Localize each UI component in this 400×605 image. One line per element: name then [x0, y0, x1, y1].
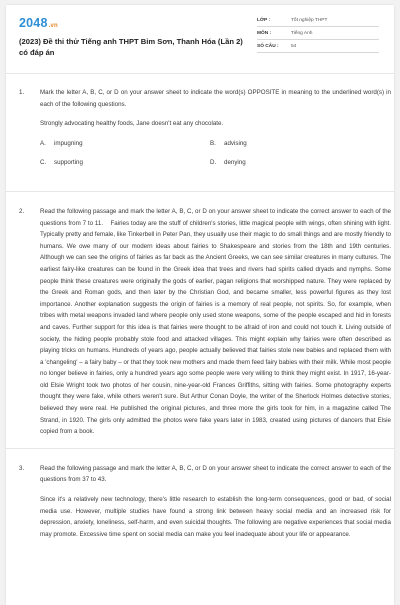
exam-info-table: [257, 14, 379, 53]
question-stem: Read the following passage and mark the letter A, B, C, or D on your answer sheet to indicate the correct answer to each of the questions from 37 to 43.: [40, 464, 391, 484]
option-text: impugning: [54, 139, 83, 147]
info-label: SỐ CÂU :: [257, 43, 279, 49]
option-text: advising: [224, 139, 247, 147]
info-label: MÔN :: [257, 30, 272, 36]
option-b[interactable]: [210, 138, 360, 150]
question-sentence: Strongly advocating healthy foods, Jane doesn't eat any chocolate.: [40, 120, 224, 128]
info-row-question-count: [257, 40, 379, 53]
question-number: 2.: [19, 207, 25, 215]
option-letter: D.: [210, 159, 217, 167]
question-stem: Mark the letter A, B, C, or D on your answer sheet to indicate the word(s) OPPOSITE in meaning to the underlined word(s) in each of the following questions.: [40, 89, 391, 108]
option-c[interactable]: [40, 157, 210, 169]
option-letter: A.: [40, 139, 46, 147]
answer-options: [40, 138, 391, 169]
info-row-subject: [257, 27, 379, 40]
question-number: 1.: [19, 89, 25, 96]
logo-extension: .vn: [48, 23, 58, 29]
info-value: 54: [291, 43, 297, 49]
document-header: [6, 5, 394, 65]
option-letter: B.: [210, 139, 216, 147]
question-2: [19, 206, 391, 438]
question-3: [19, 463, 391, 541]
info-row-class: [257, 14, 379, 27]
site-logo[interactable]: [19, 16, 58, 30]
option-d[interactable]: [210, 157, 360, 169]
logo-text: 2048: [19, 16, 48, 30]
option-text: supporting: [54, 159, 83, 167]
option-letter: C.: [40, 159, 47, 167]
question-stem-text: Read the following passage and mark the letter A, B, C, or D on your answer sheet to indicate the correct answer to each of the questions from 7 to 11.: [40, 207, 391, 227]
info-value: Tiếng Anh: [291, 30, 313, 36]
question-number: 3.: [19, 464, 25, 472]
question-1: [19, 87, 391, 181]
question-list: [19, 87, 391, 548]
header-divider: [6, 73, 394, 74]
reading-passage: Fairies today are the stuff of children's stories, little magical people with wings, often shining with light. Typically pretty and female, like Tinkerbell in Peter Pan, they usually use their magic to do small things and are mostly friendly to humans. We owe many of our modern ideas about fairies to Shakespeare and stories from the 18th and 19th centuries. Although we can see the origins of fairies as far back as the Ancient Greeks, we can see similar creatures in many cultures. The earliest fairy-like creatures can be found in the Greek idea that trees and rivers had spirits called dryads and nymphs. Some people think these creatures were originally the gods of earlier, pagan religions that worshipped nature. They were replaced by the Greek and Roman gods, and then later by the Christian God, and became smaller, less powerful figures as they lost importance. Another explanation suggests the origin of fairies is a memory of real people, not spirits. So, for example, when tribes with metal weapons invaded land where people only used stone weapons, some of the people escaped and hid in forests and caves. Further support for this idea is that fairies were thought to be afraid of iron and could not touch it. Living outside of society, the hiding people probably stole food and attacked villages. This might explain why fairies were often described as playing tricks on humans. Hundreds of years ago, people actually believed that fairies stole new babies and replaced them with a 'changeling' – a fairy baby – or that they took new mothers and made them feed fairy babies with their milk. While most people no longer believe in fairies, only a hundred years ago some people were very willing to think they might exist. In 1917, 16-year-old Elsie Wright took two photos of her cousin, nine-year-old Frances Griffiths, sitting with fairies. Some photography experts thought they were fake, while others weren't sure. But Arthur Conan Doyle, the writer of the Sherlock Holmes detective stories, believed they were real. He published the original pictures, and three more the girls took for him, in a magazine called The Strand, in 1920. The girls only admitted the photos were fake years later in 1983, created using pictures of dancers that Elsie copied from a book.: [40, 219, 391, 436]
question-divider: [6, 448, 394, 449]
info-value: Tốt nghiệp THPT: [291, 17, 328, 23]
option-text: denying: [224, 159, 246, 167]
reading-passage: Since it's a relatively new technology, there's little research to establish the long-term consequences, good or bad, of social media use. However, multiple studies have found a strong link between heavy social media and an increased risk for depression, anxiety, loneliness, self-harm, and even suicidal thoughts. The following are negative experiences that social media may promote. Excessive time spent on social media can make you feel inadequate about your life or appearance.: [40, 496, 391, 538]
info-label: LỚP :: [257, 17, 271, 23]
option-a[interactable]: [40, 138, 210, 150]
page-title: (2023) Đề thi thử Tiếng anh THPT Bỉm Sơn, Thanh Hóa (Lần 2) có đáp án: [19, 37, 243, 57]
question-divider: [6, 191, 394, 192]
question-stem: [40, 206, 391, 438]
document-page: [6, 5, 394, 605]
